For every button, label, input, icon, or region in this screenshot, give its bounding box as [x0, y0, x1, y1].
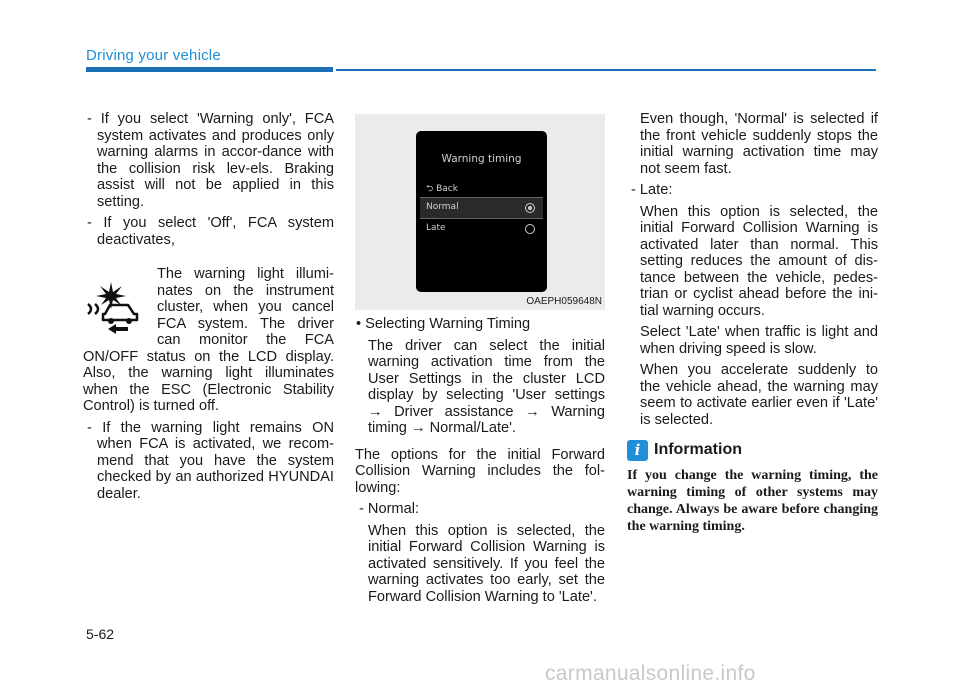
- option-normal: [420, 197, 543, 219]
- fca-warning-light-icon: [83, 280, 149, 334]
- bullet-dot-icon: •: [356, 316, 362, 332]
- information-body: If you change the warning timing, the warning timing of other systems may change. Always be aware before changing the warning timing.: [627, 468, 878, 534]
- bullet-heading: [355, 316, 605, 333]
- option-normal-label: Normal: [426, 202, 459, 212]
- late-heading: - Late:: [631, 182, 673, 198]
- late-body-3: When you accelerate suddenly to the vehicle ahead, the warning may seem to activate earlier even if 'Late' is selected.: [640, 362, 878, 428]
- bullet-body: The driver can select the initial warning activation time from the User Settings in the cluster LCD display by selecting 'User settings → Driver assistance → Warning timing → Normal/Late'.: [368, 337, 605, 436]
- warning-light-text: The warning light illumi-nates on the instrument cluster, when you cancel FCA system. The driver can monitor the FCA ON/OFF status on the LCD display. Also, the warning light illuminates when the ESC (Electronic Stability Control) is turned off.: [83, 266, 334, 414]
- back-arrow-icon: ⮌: [426, 184, 434, 194]
- late-body-1: When this option is selected, the initial Forward Collision Warning is activated later than normal. This setting reduces the amount of dis-tance between the vehicle, pedes-trian or cyclist ahead before the ini-tial warning occurs.: [640, 203, 878, 319]
- column-right: [627, 111, 878, 540]
- option-late-label: Late: [426, 223, 446, 233]
- warning-only-item: - If you select 'Warning only', FCA system activates and produces only warning alarms in accor-dance with the collision risk lev-els. Braking assist will not be applied in this setting.: [87, 111, 334, 210]
- section-title: Driving your vehicle: [86, 47, 221, 64]
- radio-selected-icon: [525, 203, 535, 213]
- screen-title: Warning timing: [441, 153, 522, 165]
- options-intro: The options for the initial Forward Collision Warning includes the fol-lowing:: [355, 446, 605, 496]
- watermark: carmanualsonline.info: [545, 662, 756, 685]
- information-icon: i: [627, 440, 648, 461]
- back-label: Back: [436, 184, 458, 194]
- column-middle: [355, 316, 605, 610]
- late-body-2: Select 'Late' when traffic is light and when driving speed is slow.: [640, 324, 878, 357]
- screen-back: [426, 181, 458, 197]
- header-rule-thin: [336, 69, 876, 71]
- normal-body: When this option is selected, the initial Forward Collision Warning is activated sensitively. If you feel the warning activates too early, set the Forward Collision Warning to 'Late'.: [368, 522, 605, 605]
- off-item: - If you select 'Off', FCA system deactivates,: [87, 215, 334, 248]
- normal-continuation: Even though, 'Normal' is selected if the front vehicle suddenly stops the initial warning activation time may not seem fast.: [640, 111, 878, 177]
- option-late: [420, 219, 543, 239]
- column-left: [83, 111, 334, 507]
- bullet-heading-text: Selecting Warning Timing: [365, 316, 531, 332]
- cluster-figure: [355, 114, 605, 310]
- image-code: OAEPH059648N: [526, 296, 602, 307]
- page-number: 5-62: [86, 626, 115, 642]
- information-title: Information: [654, 441, 742, 459]
- warning-light-block: [83, 266, 334, 415]
- header-rule-thick: [86, 67, 333, 72]
- radio-unselected-icon: [525, 224, 535, 234]
- information-heading: [627, 440, 878, 461]
- normal-heading: - Normal:: [359, 501, 419, 517]
- cluster-lcd-screen: [416, 131, 547, 292]
- warning-on-item: - If the warning light remains ON when FCA is activated, we recom-mend that you have the system checked by an authorized HYUNDAI dealer.: [87, 419, 334, 502]
